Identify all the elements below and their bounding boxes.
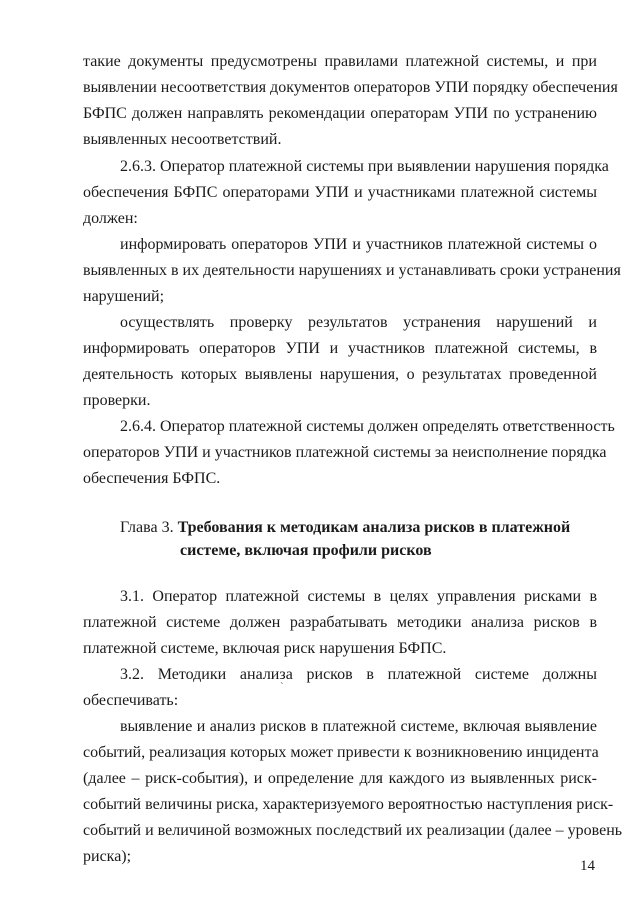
text-line: выявлении несоответствия документов операторов УПИ порядку обеспечения (83, 79, 618, 96)
text-line: выявленных несоответствий. (83, 131, 282, 148)
text-line: осуществлять проверку результатов устранения нарушений и (120, 314, 597, 331)
text-line: информировать операторов УПИ и участников платежной системы, в (83, 340, 597, 357)
text-line: 2.6.4. Оператор платежной системы должен определять ответственность (120, 418, 615, 435)
text-line: событий и величиной возможных последствий их реализации (далее – уровень (83, 822, 623, 839)
text-line: платежной системе должен разрабатывать методики анализа рисков в (83, 614, 597, 631)
text-line: информировать операторов УПИ и участников платежной системы о (120, 236, 597, 253)
text-line: платежной системе, включая риск нарушения БФПС. (83, 640, 447, 657)
text-line: событий, реализация которых может привести к возникновению инцидента (83, 744, 599, 761)
text-line: БФПС должен направлять рекомендации операторам УПИ по устранению (83, 105, 597, 122)
text-line: обеспечения БФПС. (83, 470, 221, 487)
chapter-prefix: Глава 3. (120, 519, 174, 536)
text-line: обеспечивать: (83, 692, 179, 709)
text-line: операторов УПИ и участников платежной системы за неисполнение порядка (83, 444, 607, 461)
page-number: 14 (580, 858, 595, 874)
chapter-title-line2: системе, включая профили рисков (180, 542, 432, 559)
scan-speck: ` (280, 681, 284, 693)
text-line: событий величины риска, характеризуемого вероятностью наступления риск- (83, 796, 614, 813)
text-line: выявление и анализ рисков в платежной системе, включая выявление (120, 718, 597, 735)
text-line: 3.2. Методики анализа рисков в платежной системе должны (120, 666, 597, 683)
text-line: риска); (83, 848, 132, 865)
chapter-title-line1: Требования к методикам анализа рисков в платежной (177, 519, 571, 536)
text-line: 2.6.3. Оператор платежной системы при выявлении нарушения порядка (120, 158, 609, 175)
text-line: нарушений; (83, 288, 165, 305)
text-line: (далее – риск-события), и определение для каждого из выявленных риск- (83, 770, 597, 787)
text-line: деятельность которых выявлены нарушения, о результатах проведенной (83, 366, 597, 383)
text-line: 3.1. Оператор платежной системы в целях управления рисками в (120, 588, 597, 605)
text-line: выявленных в их деятельности нарушениях и устанавливать сроки устранения (83, 262, 621, 279)
chapter-heading (120, 518, 570, 538)
text-line: такие документы предусмотрены правилами платежной системы, и при (83, 53, 597, 70)
text-line: обеспечения БФПС операторами УПИ и участниками платежной системы (83, 184, 597, 201)
text-line: проверки. (83, 392, 151, 409)
chapter-heading-line2 (180, 541, 432, 561)
text-line: должен: (83, 210, 138, 227)
